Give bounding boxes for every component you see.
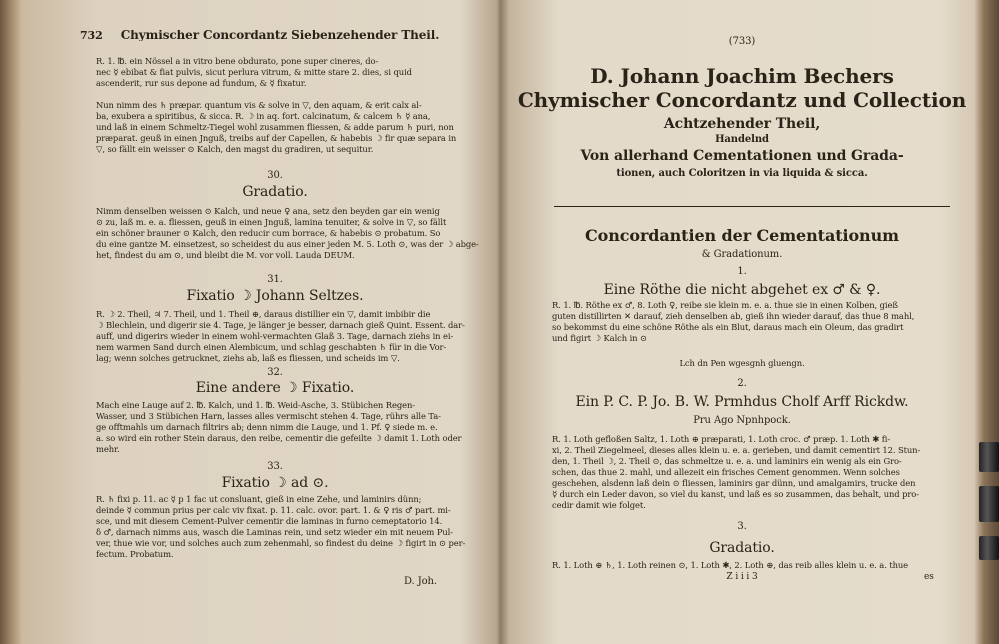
recipe-subtitle: Pru Ago Npnhpock. xyxy=(693,415,791,426)
title-line: Chymischer Concordantz und Collection xyxy=(517,88,967,112)
text-line: het, findest du am ⊙, und bleibt die M. vor voll. Lauda DEUM. xyxy=(96,250,355,260)
text-line: R. ☽ 2. Theil, ♃ 7. Theil, und 1. Theil ⊕, daraus distillier ein ▽, damit imbibir die xyxy=(96,309,431,319)
text-line: ascenderit, rur sus depone ad fundum, & ☿ fixatur. xyxy=(96,78,307,88)
text-line: schen, das thue 2. mahl, und allezeit ein frisches Cement genommen. Wenn solches xyxy=(552,467,900,477)
text-line: und laß in einem Schmeltz-Tiegel wohl zusammen fliessen, & adde parum ♄ puri, non xyxy=(96,122,454,132)
text-line: R. 1. ℔. Röthe ex ♂, 8. Loth ♀, reibe sie klein m. e. a. thue sie in einen Kolben, gieß xyxy=(552,300,898,310)
text-line: ba, exubera a spiritibus, & sicca. R. ☽ in aq. fort. calcinatum, & calcem ♄ ☿ ana, xyxy=(96,111,431,121)
text-line: mehr. xyxy=(96,444,120,454)
text-line: lag; wenn solches getrucknet, ziehs ab, laß es fliessen, und scheids im ▽. xyxy=(96,353,400,363)
text-line: xi, 2. Theil Ziegelmeel, dieses alles klein u. e. a. gerieben, und damit cementirt 12. Stun- xyxy=(552,445,921,455)
catchword: D. Joh. xyxy=(404,576,437,587)
recipe-title: Eine Röthe die nicht abgehet ex ♂ & ♀. xyxy=(603,282,881,298)
text-line: Gradatio. xyxy=(242,184,308,200)
text-line: nec ☿ ebibat & fiat pulvis, sicut perlura vitrum, & mitte stare 2. dies, si quid xyxy=(96,67,412,77)
text-line: R. 1. Loth gefloßen Saltz, 1. Loth ⊕ præparati, 1. Loth croc. ♂ præp. 1. Loth ✱ fi- xyxy=(552,434,891,444)
signature-mark: Z i i i 3 xyxy=(726,572,758,582)
text-line: 30. xyxy=(267,170,283,181)
text-line: den, 1. Theil ☽, 2. Theil ⊙, das schmeltze u. e. a. und laminirs ein wenig als ein Gro- xyxy=(552,456,902,466)
binder-clip-bottom xyxy=(979,536,999,560)
text-line: guten distillirten ✕ darauf, zieh denselben ab, gieß ihn wieder darauf, das thue 8 mahl, xyxy=(552,311,915,321)
text-line: R. 1. ℔. ein Nössel a in vitro bene obdurato, pone super cineres, do- xyxy=(96,56,379,66)
text-line: sce, und mit diesem Cement-Pulver cementir die laminas in furno cemeptatorio 14. xyxy=(96,516,443,526)
text-line: δ ♂, darnach nimms aus, wasch die Laminas rein, und setz wieder ein mit neuem Pul- xyxy=(96,527,453,537)
gradatio-title: Gradatio. xyxy=(709,540,775,556)
text-line: R. 1. Loth ⊕ ♄, 1. Loth reinen ⊙, 1. Loth ✱, 2. Loth ⊕, das reib alles klein u. e. a. thue xyxy=(552,560,909,570)
text-line: 33. xyxy=(267,461,283,472)
text-line: præparat. geuß in einen Jnguß, treibs auf der Capellen, & habebis ☽ fir quæ separa in xyxy=(96,133,457,143)
text-line: Fixatio ☽ Johann Seltzes. xyxy=(186,288,364,304)
text-line: R. ♄ fixi p. 11. ac ☿ p 1 fac ut consluant, gieß in eine Zehe, und laminirs dünn; xyxy=(96,494,422,504)
text-line: Lch dn Pen wgesgnh gluengn. xyxy=(679,358,805,368)
right-page xyxy=(504,0,980,644)
text-line: geschehen, alsdenn laß dein ⊙ fliessen, laminirs gar dünn, und amalgamirs, trucke den xyxy=(552,478,916,488)
recipe-title: Ein P. C. P. Jo. B. W. Prmhdus Cholf Arff Rickdw. xyxy=(575,394,909,410)
text-line: so bekommst du eine schöne Röthe als ein Blut, daraus mach ein Oleum, das gradirt xyxy=(552,322,904,332)
text-line: Nimm denselben weissen ⊙ Kalch, und neue ♀ ana, setz den beyden gar ein wenig xyxy=(96,206,440,216)
section-title: Concordantien der Cementationum xyxy=(585,226,899,245)
recipe-number: 1. xyxy=(737,266,747,277)
text-line: fectum. Probatum. xyxy=(96,549,174,559)
text-line: ein schöner brauner ⊙ Kalch, den reducir cum borrace, & habebis ⊙ probatum. So xyxy=(96,228,441,238)
title-line: D. Johann Joachim Bechers xyxy=(590,64,894,88)
title-line: tionen, auch Coloritzen in via liquida & sicca. xyxy=(616,168,868,179)
title-line: Achtzehender Theil, xyxy=(663,116,821,132)
text-line: nem warmen Sand durch einen Alembicum, und schlag geschabten ♄ für in die Vor- xyxy=(96,342,447,352)
text-line: auff, und digerirs wieder in einem wohl-vermachten Glaß 3. Tage, darnach ziehs in ei- xyxy=(96,331,454,341)
recipe-number: 3. xyxy=(737,521,747,532)
section-subtitle: & Gradationum. xyxy=(701,249,783,260)
text-line: cedir damit wie folget. xyxy=(552,500,646,510)
catchword: es xyxy=(924,572,934,582)
title-rule xyxy=(554,206,950,207)
text-line: Nun nimm des ♄ præpar. quantum vis & solve in ▽, den aquam, & erit calx al- xyxy=(96,100,422,110)
title-line: Handelnd xyxy=(715,134,769,145)
page-number: (733) xyxy=(728,36,756,47)
text-line: du eine gantze M. einsetzest, so scheidest du aus einer jeden M. 5. Loth ⊙, was der ☽ abge- xyxy=(96,239,479,249)
text-line: a. so wird ein rother Stein daraus, den reibe, cementir die gefeilte ☽ damit 1. Loth oder xyxy=(96,433,462,443)
binder-clip-top xyxy=(979,442,999,472)
binder-clip-middle xyxy=(979,486,999,522)
text-line: Fixatio ☽ ad ⊙. xyxy=(221,475,329,491)
title-line: Von allerhand Cementationen und Grada- xyxy=(580,148,904,164)
text-line: ☽ Blechlein, und digerir sie 4. Tage, je länger je besser, darnach gieß Quint. Essent. dar- xyxy=(96,320,465,330)
text-line: Eine andere ☽ Fixatio. xyxy=(195,380,355,396)
text-line: ver, thue wie vor, und solches auch zum zehenmahl, so findest du deine ☽ figirt in ⊙ per- xyxy=(96,538,466,548)
text-line: ge offtmahls um darnach filtrirs ab; denn nimm die Lauge, und 1. Pf. ♀ siede m. e. xyxy=(96,422,438,432)
recipe-number: 2. xyxy=(737,378,747,389)
text-line: ⊙ zu, laß m. e. a. fliessen, geuß in einen Jnguß, lamina tenuiter, & solve in ▽, so fällt xyxy=(96,217,447,227)
text-line: und figirt ☽ Kalch in ⊙ xyxy=(552,333,647,343)
text-line: ☿ durch ein Leder davon, so viel du kanst, und laß es so zusammen, das behalt, und pro- xyxy=(552,489,919,499)
text-line: Mach eine Lauge auf 2. ℔. Kalch, und 1. ℔. Weid-Asche, 3. Stübichen Regen- xyxy=(96,400,415,410)
running-head: Chymischer Concordantz Siebenzehender Theil. xyxy=(120,30,440,41)
text-line: deinde ☿ commun prius per calc viv fixat. p. 11. calc. ovor. part. 1. & ♀ ris ♂ part. mi- xyxy=(96,505,451,515)
left-page xyxy=(10,0,495,644)
text-line: 32. xyxy=(267,367,283,378)
text-line: ▽, so fällt ein weisser ⊙ Kalch, den magst du gradiren, ut sequitur. xyxy=(96,144,374,154)
text-line: Wasser, und 3 Stübichen Harn, lasses alles vermischt stehen 4. Tage, rührs alle Ta- xyxy=(96,411,441,421)
page-number: 732 xyxy=(80,30,103,41)
text-line: 31. xyxy=(267,274,283,285)
